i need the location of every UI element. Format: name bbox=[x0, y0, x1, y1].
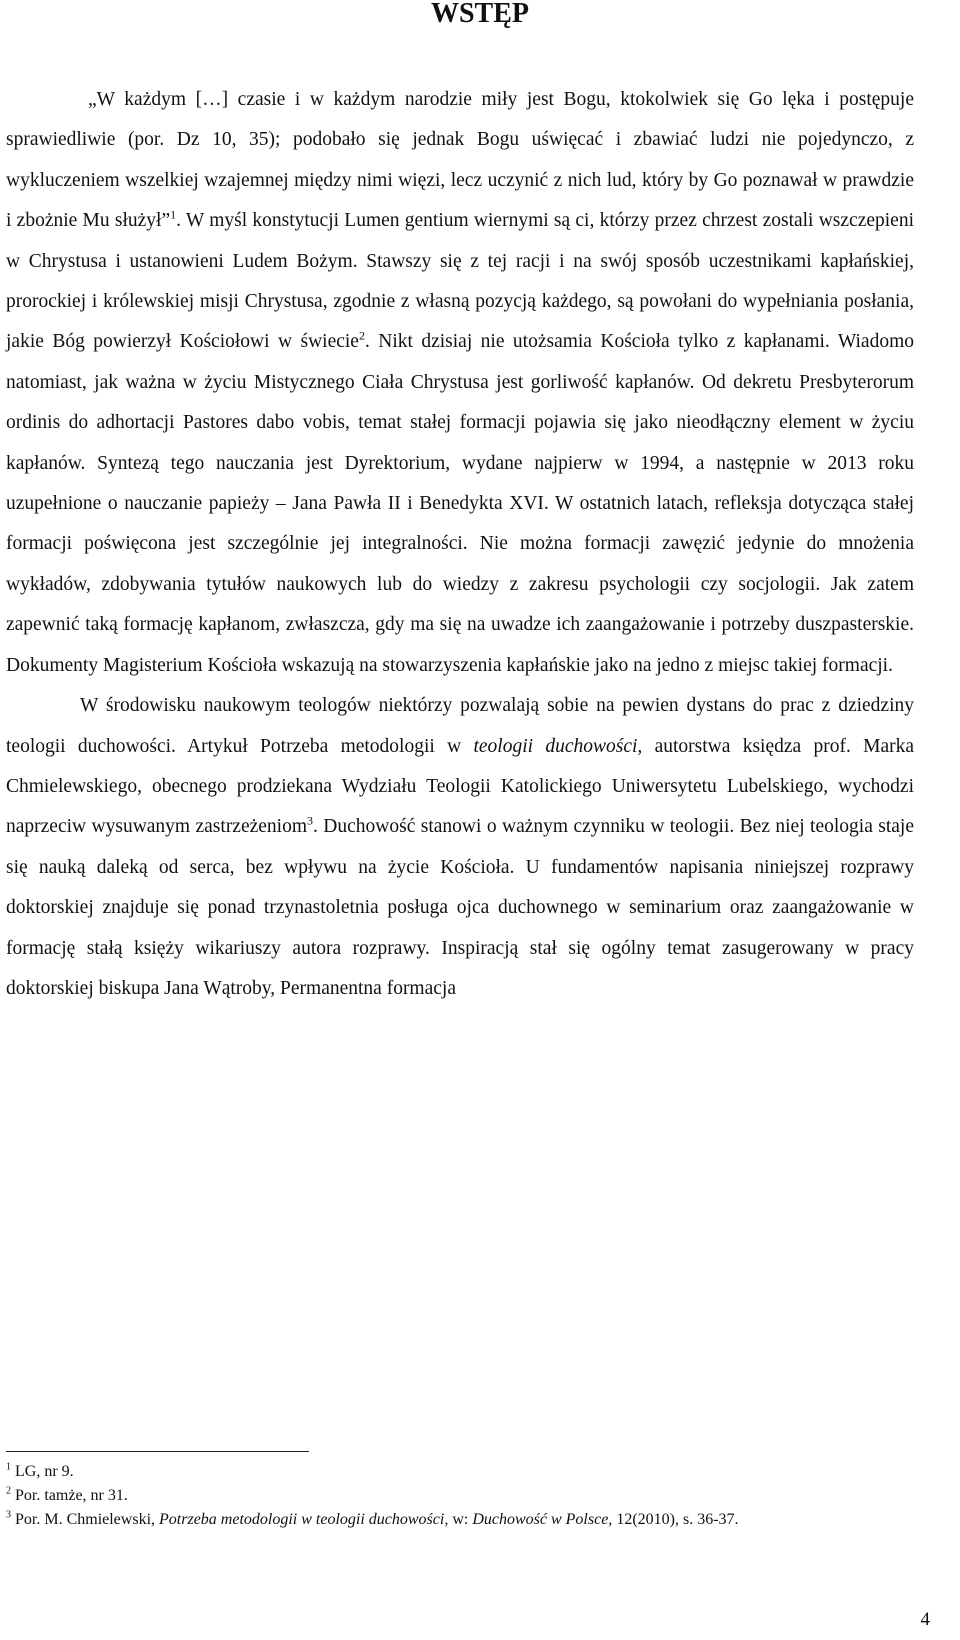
paragraph-2-part-2: autorstwa księdza prof. Marka Chmielewskiego, obecnego prodziekana Wydziału Teologii Katolickiego Uniwersytetu Lubelskiego, wychodzi naprzeciw wysuwanym zastrzeżeniom bbox=[6, 735, 915, 838]
footnote-text: w: bbox=[448, 1511, 473, 1528]
paragraph-2-part-1: W środowisku naukowym teologów niektórzy pozwalają sobie na pewien dystans do prac z dziedziny teologii duchowości. Artykuł Potrzeba metodologii w bbox=[6, 695, 914, 757]
paragraph-1-quote: „W każdym […] czasie i w każdym narodzie miły jest Bogu, ktokolwiek się Go lęka i postępuje sprawiedliwie (por. Dz 10, 35); podobało się jednak Bogu uświęcać i zbawiać ludzi nie pojedynczo, z wykluczeniem wszelkiej wzajemnej między nimi więzi, lecz uczynić z nich lud, który by Go poznawał w prawdzie i zbożnie Mu służył” bbox=[6, 89, 914, 232]
paragraph-1 bbox=[6, 80, 914, 686]
paragraph-2-part-3: . Duchowość stanowi o ważnym czynniku w teologii. Bez niej teologia staje się nauką daleką od serca, bez wpływu na życie Kościoła. U fundamentów napisania niniejszej rozprawy doktorskiej znajduje się ponad trzynastoletnia posługa ojca duchownego w seminarium oraz zaangażowanie w formację stałą księży wikariuszy autora rozprawy. Inspiracją stał się ogólny temat zasugerowany w pracy doktorskiej biskupa Jana Wątroby, Permanentna formacja bbox=[6, 816, 914, 999]
footnote-ref-2[interactable]: 2 bbox=[358, 328, 365, 343]
footnote-number: 3 bbox=[6, 1509, 11, 1521]
paragraph-2 bbox=[6, 686, 914, 1009]
footnote-italic-title: Potrzeba metodologii w teologii duchowości, bbox=[159, 1511, 449, 1528]
paragraph-1-part-2: . W myśl konstytucji Lumen gentium wiernymi są ci, którzy przez chrzest zostali wszczepieni w Chrystusa i ustanowieni Ludem Bożym. Stawszy się z tej racji i na swój sposób uczestnikami kapłańskiej, prorockiej i królewskiej misji Chrystusa, zgodnie z własną pozycją każdego, są powołani do wypełniania posłania, jakie Bóg powierzył Kościołowi w świecie bbox=[6, 210, 915, 353]
footnote-text: Por. M. Chmielewski, bbox=[11, 1511, 160, 1528]
footnote-ref-1[interactable]: 1 bbox=[170, 207, 177, 222]
footnote-2 bbox=[6, 1484, 914, 1508]
footnote-text: LG, nr 9. bbox=[11, 1463, 74, 1480]
footnote-number: 2 bbox=[6, 1485, 11, 1497]
page-number: 4 bbox=[920, 1609, 930, 1630]
footnote-text: 12(2010), s. 36-37. bbox=[612, 1511, 739, 1528]
footnote-3 bbox=[6, 1508, 914, 1532]
footnotes bbox=[6, 1460, 914, 1532]
footnote-italic-journal: Duchowość w Polsce, bbox=[472, 1511, 613, 1528]
footnote-number: 1 bbox=[6, 1461, 11, 1473]
footnote-ref-3[interactable]: 3 bbox=[307, 813, 314, 828]
page-title: WSTĘP bbox=[430, 0, 530, 29]
body-text bbox=[6, 80, 914, 1009]
footnote-separator bbox=[6, 1451, 309, 1452]
footnote-text: Por. tamże, nr 31. bbox=[11, 1487, 128, 1504]
footnote-1 bbox=[6, 1460, 914, 1484]
paragraph-1-part-3: . Nikt dzisiaj nie utożsamia Kościoła tylko z kapłanami. Wiadomo natomiast, jak ważna w życiu Mistycznego Ciała Chrystusa jest gorliwość kapłanów. Od dekretu Presbyterorum ordinis do adhortacji Pastores dabo vobis, temat stałej formacji pojawia się jako nieodłączny element w życiu kapłanów. Syntezą tego nauczania jest Dyrektorium, wydane najpierw w 1994, a następnie w 2013 roku uzupełnione o nauczanie papieży – Jana Pawła II i Benedykta XVI. W ostatnich latach, refleksja dotycząca stałej formacji poświęcona jest szczególnie jej integralności. Nie można formacji zawęzić jedynie do mnożenia wykładów, zdobywania tytułów naukowych lub do wiedzy z zakresu psychologii czy socjologii. Jak zatem zapewnić taką formację kapłanom, zwłaszcza, gdy ma się na uwadze ich zaangażowanie i potrzeby duszpasterskie. Dokumenty Magisterium Kościoła wskazują na stowarzyszenia kapłańskie jako na jedno z miejsc takiej formacji. bbox=[6, 331, 914, 676]
paragraph-2-italic-title: teologii duchowości, bbox=[473, 735, 643, 757]
